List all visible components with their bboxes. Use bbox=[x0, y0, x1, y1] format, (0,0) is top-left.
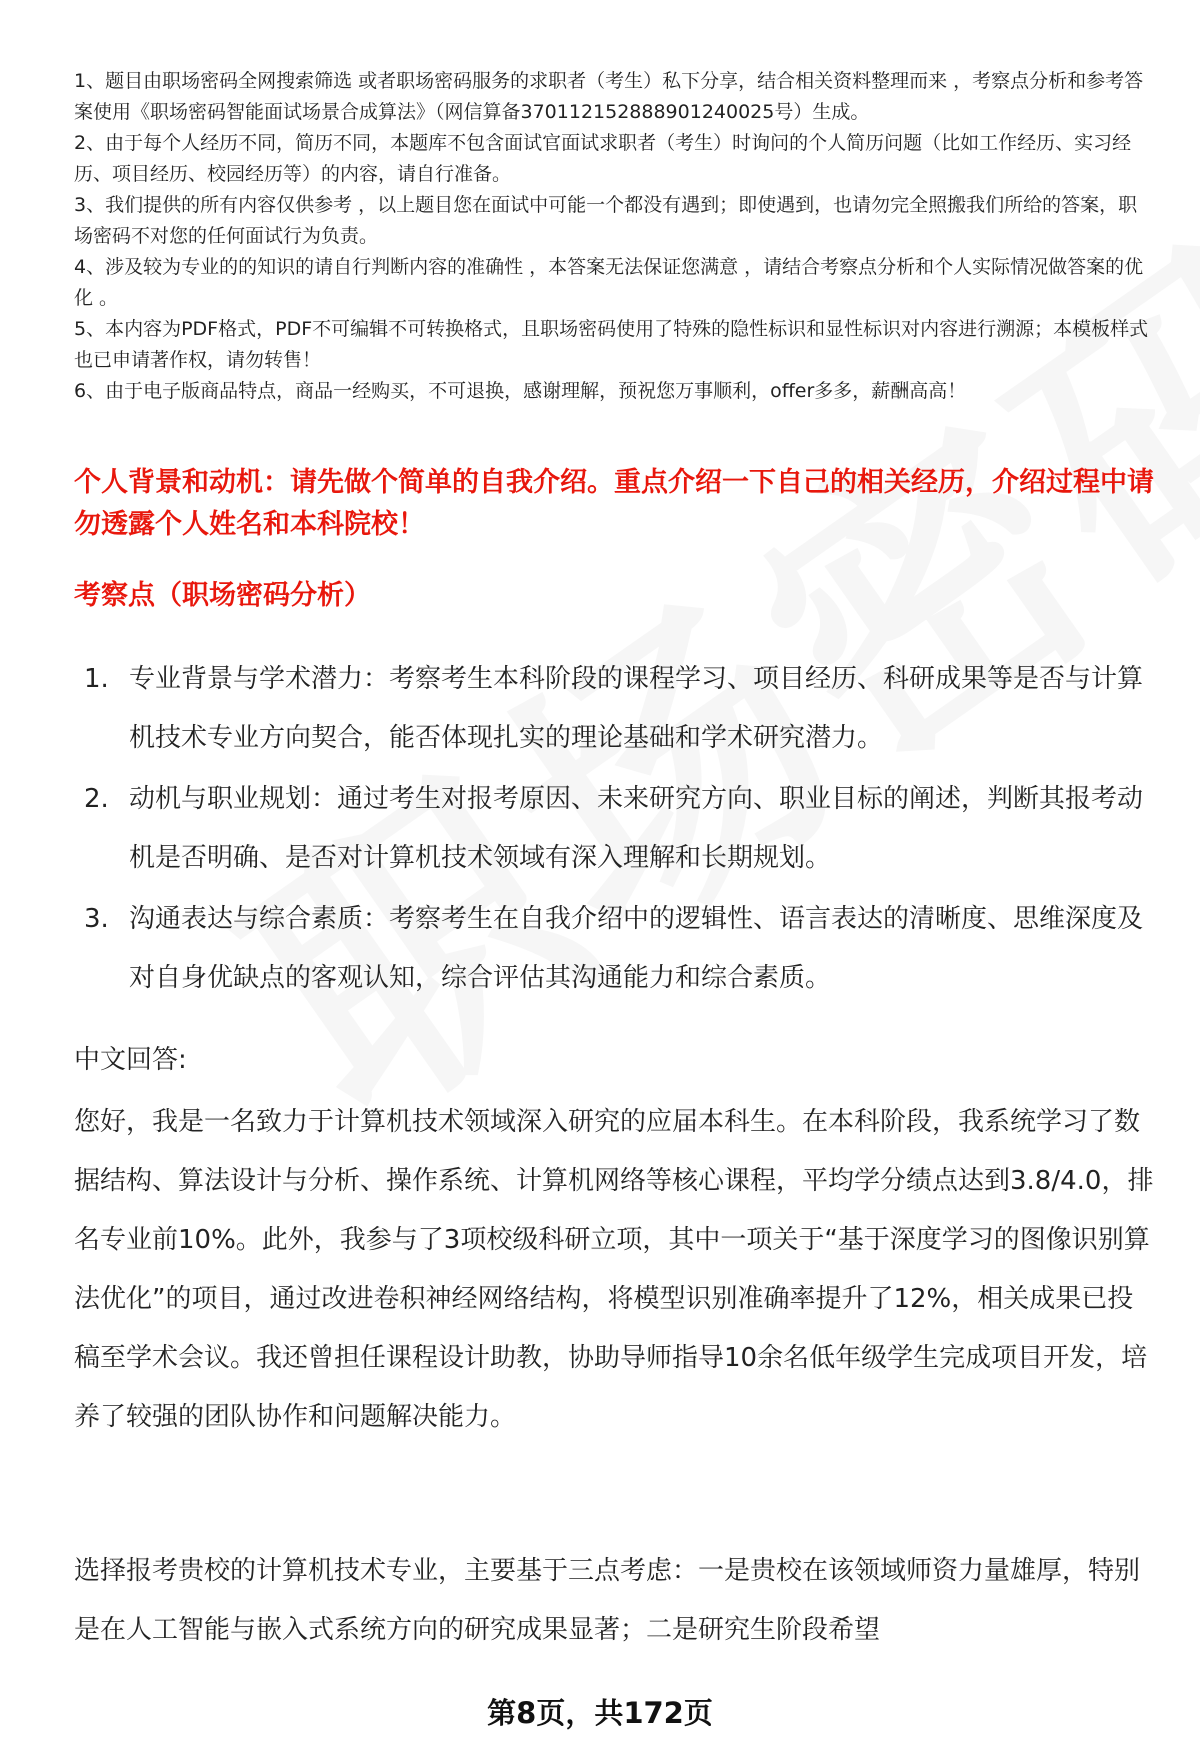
exam-point-text: 动机与职业规划：通过考生对报考原因、未来研究方向、职业目标的阐述，判断其报考动机是否明确、是否对计算机技术领域有深入理解和长期规划。 bbox=[129, 784, 1144, 873]
disclaimer-item: 2、由于每个人经历不同，简历不同，本题库不包含面试官面试求职者（考生）时询问的个人简历问题（比如工作经历、实习经历、项目经历、校园经历等）的内容，请自行准备。 bbox=[74, 132, 1132, 185]
answer-label: 中文回答: bbox=[74, 1045, 187, 1075]
exam-point-number: 1. bbox=[84, 664, 109, 694]
exam-point-item bbox=[74, 770, 1154, 888]
answer-paragraph: 您好，我是一名致力于计算机技术领域深入研究的应届本科生。在本科阶段，我系统学习了数据结构、算法设计与分析、操作系统、计算机网络等核心课程，平均学分绩点达到3.8/4.0，排名专业前10%。此外，我参与了3项校级科研立项，其中一项关于“基于深度学习的图像识别算法优化”的项目，通过改进卷积神经网络结构，将模型识别准确率提升了12%，相关成果已投稿至学术会议。我还曾担任课程设计助教，协助导师指导10余名低年级学生完成项目开发，培养了较强的团队协作和问题解决能力。 bbox=[74, 1107, 1154, 1432]
exam-point-text: 专业背景与学术潜力：考察考生本科阶段的课程学习、项目经历、科研成果等是否与计算机技术专业方向契合，能否体现扎实的理论基础和学术研究潜力。 bbox=[129, 664, 1144, 753]
exam-point-item bbox=[74, 890, 1154, 1008]
exam-point-number: 3. bbox=[84, 904, 109, 934]
disclaimer-block bbox=[74, 66, 1154, 407]
answer-paragraph: 选择报考贵校的计算机技术专业，主要基于三点考虑：一是贵校在该领域师资力量雄厚，特别是在人工智能与嵌入式系统方向的研究成果显著；二是研究生阶段希望 bbox=[74, 1556, 1141, 1645]
disclaimer-item: 4、涉及较为专业的的知识的请自行判断内容的准确性 ，本答案无法保证您满意 ，请结合考察点分析和个人实际情况做答案的优化 。 bbox=[74, 256, 1144, 309]
disclaimer-item: 6、由于电子版商品特点，商品一经购买，不可退换，感谢理解，预祝您万事顺利，offer多多，薪酬高高！ bbox=[74, 380, 967, 402]
page-number-footer: 第8页，共172页 bbox=[487, 1696, 713, 1730]
disclaimer-item: 3、我们提供的所有内容仅供参考 ，以上题目您在面试中可能一个都没有遇到；即使遇到，也请勿完全照搬我们所给的答案，职场密码不对您的任何面试行为负责。 bbox=[74, 194, 1138, 247]
exam-point-text: 沟通表达与综合素质：考察考生在自我介绍中的逻辑性、语言表达的清晰度、思维深度及对自身优缺点的客观认知，综合评估其沟通能力和综合素质。 bbox=[129, 904, 1144, 993]
exam-points-heading: 考察点（职场密码分析） bbox=[74, 580, 371, 611]
exam-point-item bbox=[74, 650, 1154, 768]
disclaimer-item: 1、题目由职场密码全网搜索筛选 或者职场密码服务的求职者（考生）私下分享，结合相关资料整理而来 ，考察点分析和参考答案使用《职场密码智能面试场景合成算法》（网信算备370112152888901240025号）生成。 bbox=[74, 70, 1144, 123]
disclaimer-item: 5、本内容为PDF格式，PDF不可编辑不可转换格式，且职场密码使用了特殊的隐性标识和显性标识对内容进行溯源；本模板样式也已申请著作权，请勿转售！ bbox=[74, 318, 1149, 371]
exam-points-list bbox=[74, 650, 1154, 1010]
question-heading: 个人背景和动机：请先做个简单的自我介绍。重点介绍一下自己的相关经历，介绍过程中请勿透露个人姓名和本科院校！ bbox=[74, 467, 1154, 540]
exam-point-number: 2. bbox=[84, 784, 109, 814]
